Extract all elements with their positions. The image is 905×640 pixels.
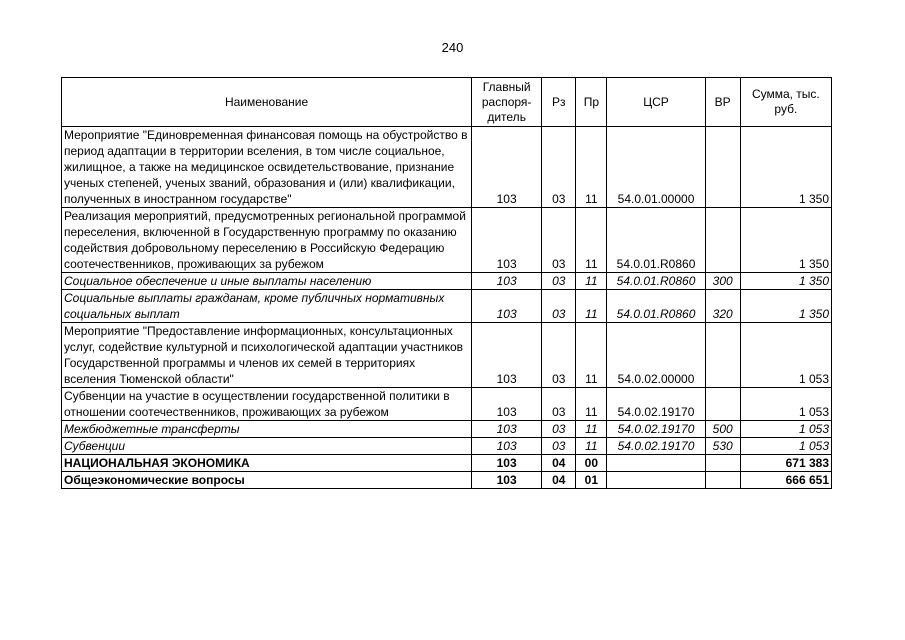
row-rz: 04 [542,472,576,489]
row-pr: 11 [576,438,607,455]
row-name: Мероприятие "Единовременная финансовая помощь на обустройство в период адаптации в территории вселения, в том числе социальное, жилищное, а также на медицинское освидетельствование, признание ученых степеней, ученых званий, образования и (или) квалификации, полученных в иностранном государстве" [62,127,472,208]
row-admin: 103 [472,323,542,388]
row-name: Реализация мероприятий, предусмотренных региональной программой переселения, включенной в Государственную программу по оказанию содействия добровольному переселению в Российскую Федерацию соотечественников, проживающих за рубежом [62,208,472,273]
row-admin: 103 [472,290,542,323]
row-vr [705,208,740,273]
row-pr: 11 [576,208,607,273]
header-name: Наименование [62,78,472,127]
table-row [62,455,832,472]
row-pr: 11 [576,273,607,290]
row-admin: 103 [472,472,542,489]
row-sum: 666 651 [740,472,831,489]
header-pr: Пр [576,78,607,127]
row-name: Межбюджетные трансферты [62,421,472,438]
row-pr: 11 [576,388,607,421]
table-header-row [62,78,832,127]
row-vr [705,455,740,472]
row-sum: 1 053 [740,388,831,421]
row-pr: 11 [576,421,607,438]
row-sum: 1 053 [740,438,831,455]
row-admin: 103 [472,421,542,438]
row-name: Мероприятие "Предоставление информационных, консультационных услуг, содействие культурной и психологической адаптации участников Государственной программы и членов их семей в территориях вселения Тюменской области" [62,323,472,388]
row-name: Общеэкономические вопросы [62,472,472,489]
row-pr: 11 [576,127,607,208]
page-number: 240 [441,40,464,55]
row-rz: 03 [542,208,576,273]
row-admin: 103 [472,127,542,208]
table-row [62,290,832,323]
row-csr: 54.0.02.19170 [607,421,705,438]
row-sum: 1 350 [740,208,831,273]
row-admin: 103 [472,208,542,273]
table-row [62,127,832,208]
row-csr: 54.0.01.R0860 [607,208,705,273]
row-rz: 03 [542,421,576,438]
header-vr: ВР [705,78,740,127]
header-csr: ЦСР [607,78,705,127]
row-sum: 1 350 [740,290,831,323]
row-vr [705,388,740,421]
row-vr: 500 [705,421,740,438]
row-rz: 03 [542,290,576,323]
row-pr: 11 [576,323,607,388]
row-sum: 1 053 [740,421,831,438]
row-admin: 103 [472,388,542,421]
row-csr: 54.0.01.R0860 [607,290,705,323]
row-pr: 11 [576,290,607,323]
row-csr: 54.0.01.00000 [607,127,705,208]
row-csr: 54.0.02.19170 [607,388,705,421]
row-vr [705,323,740,388]
row-csr: 54.0.02.00000 [607,323,705,388]
row-pr: 01 [576,472,607,489]
row-csr: 54.0.02.19170 [607,438,705,455]
row-vr [705,472,740,489]
row-sum: 671 383 [740,455,831,472]
row-sum: 1 350 [740,127,831,208]
table-row [62,388,832,421]
row-pr: 00 [576,455,607,472]
table-row [62,438,832,455]
row-admin: 103 [472,455,542,472]
row-sum: 1 350 [740,273,831,290]
row-admin: 103 [472,273,542,290]
table-row [62,421,832,438]
row-sum: 1 053 [740,323,831,388]
table-row [62,208,832,273]
row-csr: 54.0.01.R0860 [607,273,705,290]
table-row [62,273,832,290]
row-rz: 03 [542,273,576,290]
row-vr: 530 [705,438,740,455]
row-vr [705,127,740,208]
row-admin: 103 [472,438,542,455]
row-vr: 320 [705,290,740,323]
row-rz: 03 [542,323,576,388]
row-name: Социальные выплаты гражданам, кроме публичных нормативных социальных выплат [62,290,472,323]
header-sum: Сумма, тыс. руб. [740,78,831,127]
row-name: Социальное обеспечение и иные выплаты населению [62,273,472,290]
table-row [62,472,832,489]
row-name: Субвенции на участие в осуществлении государственной политики в отношении соотечественников, проживающих за рубежом [62,388,472,421]
row-rz: 04 [542,455,576,472]
row-name: Субвенции [62,438,472,455]
header-admin: Главный распоря-дитель [472,78,542,127]
header-rz: Рз [542,78,576,127]
budget-table [61,77,832,489]
row-rz: 03 [542,438,576,455]
row-csr [607,455,705,472]
row-rz: 03 [542,127,576,208]
row-rz: 03 [542,388,576,421]
table-row [62,323,832,388]
row-vr: 300 [705,273,740,290]
row-name: НАЦИОНАЛЬНАЯ ЭКОНОМИКА [62,455,472,472]
row-csr [607,472,705,489]
